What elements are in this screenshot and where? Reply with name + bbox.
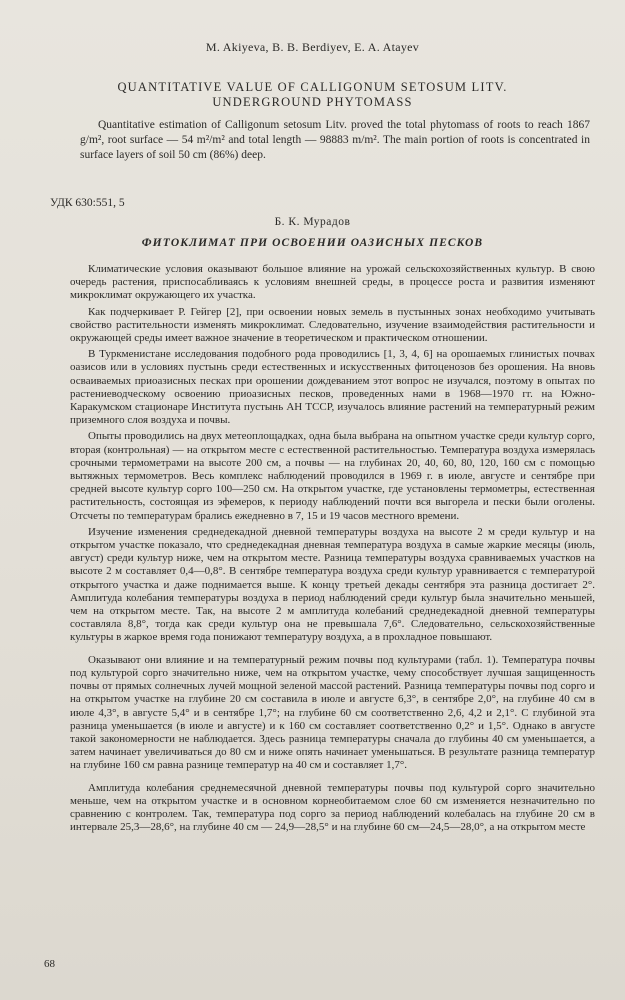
paragraph: Оказывают они влияние и на температурный режим почвы под культурами (табл. 1). Температура почвы под культурой сорго значительно ниже, чем на открытом участке, чему способствует лучшая защищенность почвы от прямых солнечных лучей мощной зеленой массой растений. Разница температуры почвы под сорго и на открытом участке на глубине 20 см составила в июле и августе 6,3°, в сентябре 2,0°, на глубине 40 см в июле 4,3°, в августе 5,4° и в сентябре 1,7°; на глубине 60 см соответственно 2,6, 4,2 и 2,1°. С глубиной эта разница уменьшается (в июле и августе) и к 160 см составляет соответственно 0,2° и 1,5°. Однако в августе такой закономерности не наблюдается. Здесь разница температуры сначала до глубины 40 см уменьшается, а затем начинает увеличиваться до 80 см и ниже опять начинает уменьшаться. В результате разница температур на глубине 160 см равна разнице температур на 40 см и составляет 1,7°.	[70, 653, 595, 772]
udk-code: УДК 630:551, 5	[50, 197, 125, 209]
english-authors: M. Akiyeva, B. B. Berdiyev, E. A. Atayev	[205, 40, 420, 54]
english-title-line2: UNDERGROUND PHYTOMASS	[212, 95, 413, 109]
paragraph: В Туркменистане исследования подобного рода проводились [1, 3, 4, 6] на орошаемых глинистых почвах оазисов или в условиях пустынь среди естественных и искусственных фитоценозов без орошения. На вновь осваиваемых приоазисных песках при орошении дождеванием этот вопрос не изучался, поэтому в опытах по растениеводческому освоению приоазисных песков, проведенных нами в 1968—1970 гг. на Южно-Каракумском стационаре Института пустынь АН ТССР, изучалось влияние растений на температурный режим приземного слоя воздуха и почвы.	[70, 348, 595, 427]
english-title-line1: QUANTITATIVE VALUE OF CALLIGONUM SETOSUM LITV.	[117, 80, 508, 94]
paragraph: Как подчеркивает Р. Гейгер [2], при освоении новых земель в пустынных зонах необходимо учитывать свойство растительности изменять микроклимат. Следовательно, изучение взаимодействия растительности и окружающей среды имеет важное значение в теоретическом и практическом отношении.	[70, 305, 595, 345]
paragraph: Климатические условия оказывают большое влияние на урожай сельскохозяйственных культур. В свою очередь растения, приспосабливаясь к условиям внешней среды, в процессе роста и развития изменяют микроклимат окружающего их участка.	[70, 263, 595, 302]
paragraph: Опыты проводились на двух метеоплощадках, одна была выбрана на опытном участке среди культур сорго, вторая (контрольная) — на открытом месте с естественной растительностью. Температура воздуха измерялась срочными термометрами на высоте 200 см, а почвы — на глубинах 20, 40, 60, 80, 120, 160 см с помощью вытяжных термометров. Весь комплекс наблюдений проводился в 1969 г. в июле, августе и сентябре при средней высоте культур сорго 100—250 см. На открытом участке, где установлены термометры, естественная растительность, состоящая из эфемеров, к периоду наблюдений почти вся выгорела и пески были оголены. Отсчеты по температурам брались ежедневно в 7, 15 и 19 часов местного времени.	[70, 430, 595, 522]
article-body	[70, 263, 595, 837]
article-author: Б. К. Мурадов	[274, 216, 351, 228]
paragraph: Изучение изменения среднедекадной дневной температуры воздуха на высоте 2 м среди культур и на открытом участке показало, что среднедекадная дневная температура воздуха в самые жаркие месяцы (июль, август) среди культур ниже, чем на открытом месте. Разница температуры воздуха сравниваемых участков на высоте 2 м составляет 0,4—0,8°. В сентябре температура воздуха среди культур уравнивается с температурой открытого участка и даже поднимается выше. К концу третьей декады сентября эта разница достигает 2°. Амплитуда колебания температуры воздуха в период наблюдений среди культур была значительно меньшей, чем на открытом месте. Так, на высоте 2 м амплитуда колебаний среднедекадной дневной температуры составляла 8,8°, тогда как среди культур она не превышала 7,6°. Следовательно, сельскохозяйственные культуры в жаркое время года понижают температуру воздуха, а в прохладное повышают.	[70, 525, 595, 644]
english-abstract: Quantitative estimation of Calligonum setosum Litv. proved the total phytomass of roots to reach 1867 g/m², root surface — 54 m²/m² and total length — 98883 m/m². The main portion of roots is concentrated in surface layers of soil 50 cm (86%) deep.	[80, 119, 590, 161]
article-title: ФИТОКЛИМАТ ПРИ ОСВОЕНИИ ОАЗИСНЫХ ПЕСКОВ	[141, 237, 484, 249]
paragraph: Амплитуда колебания среднемесячной дневной температуры почвы под культурой сорго значительно меньше, чем на открытом участке и в основном корнеобитаемом слое 60 см изменяется незначительно по сравнению с контролем. Так, температура под сорго за период наблюдений колебалась на глубине 20 см в интервале 25,3—28,6°, на глубине 40 см — 24,9—28,5° и на глубине 60 см—24,5—28,0°, а на открытом месте	[70, 781, 595, 834]
english-title	[60, 80, 565, 110]
page-number: 68	[44, 958, 55, 970]
